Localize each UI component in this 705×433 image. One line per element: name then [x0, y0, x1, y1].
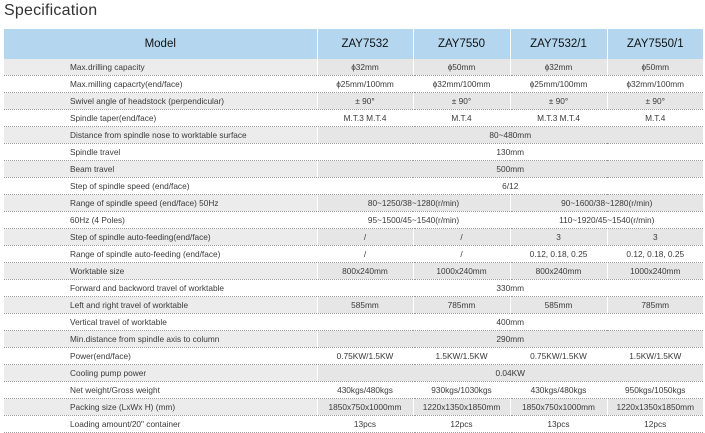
spec-value: ± 90° [413, 93, 510, 110]
header-model-4: ZAY7550/1 [607, 29, 703, 59]
spec-value: ɸ50mm [607, 59, 703, 76]
table-header [4, 29, 703, 59]
spec-value: 430kgs/480kgs [317, 382, 413, 399]
spec-value: ɸ50mm [413, 59, 510, 76]
table-row [4, 178, 703, 195]
row-label: Beam travel [4, 161, 317, 178]
table-body [4, 59, 703, 433]
table-row [4, 76, 703, 93]
table-row [4, 399, 703, 416]
spec-value: 400mm [317, 314, 703, 331]
row-label: Swivel angle of headstock (perpendicular) [4, 93, 317, 110]
spec-value: ɸ32mm/100mm [413, 76, 510, 93]
spec-value: M.T.4 [413, 110, 510, 127]
table-row [4, 314, 703, 331]
spec-value: / [413, 246, 510, 263]
table-row [4, 365, 703, 382]
page-title: Specification [4, 2, 98, 19]
header-row [4, 29, 703, 59]
header-model-label: Model [4, 29, 317, 59]
spec-value: 12pcs [413, 416, 510, 433]
row-label: Max.milling capacrty(end/face) [4, 76, 317, 93]
row-label: 60Hz (4 Poles) [4, 212, 317, 229]
spec-value: ɸ25mm/100mm [317, 76, 413, 93]
row-label: Forward and backword travel of worktable [4, 280, 317, 297]
spec-value: 1.5KW/1.5KW [413, 348, 510, 365]
spec-value: 110~1920/45~1540(r/min) [510, 212, 703, 229]
spec-value: 500mm [317, 161, 703, 178]
spec-value: M.T.4 [607, 110, 703, 127]
spec-value: ɸ32mm [510, 59, 607, 76]
spec-value: 1220x1350x1850mm [607, 399, 703, 416]
spec-value: 3 [607, 229, 703, 246]
spec-value: ɸ32mm/100mm [607, 76, 703, 93]
spec-value: 1220x1350x1850mm [413, 399, 510, 416]
row-label: Distance from spindle nose to worktable surface [4, 127, 317, 144]
table-row [4, 110, 703, 127]
header-model-1: ZAY7532 [317, 29, 413, 59]
row-label: Left and right travel of worktable [4, 297, 317, 314]
spec-value: 12pcs [607, 416, 703, 433]
spec-value: 80~480mm [317, 127, 703, 144]
spec-value: 0.04KW [317, 365, 703, 382]
spec-value: 585mm [510, 297, 607, 314]
spec-value: 1000x240mm [413, 263, 510, 280]
spec-value: 800x240mm [510, 263, 607, 280]
spec-value: 950kgs/1050kgs [607, 382, 703, 399]
row-label: Range of spindle auto-feeding (end/face) [4, 246, 317, 263]
table-row [4, 297, 703, 314]
spec-value: / [317, 229, 413, 246]
spec-value: 13pcs [510, 416, 607, 433]
table-row [4, 263, 703, 280]
table-row [4, 144, 703, 161]
table-row [4, 382, 703, 399]
spec-value: / [317, 246, 413, 263]
header-model-3: ZAY7532/1 [510, 29, 607, 59]
spec-value: ɸ25mm/100mm [510, 76, 607, 93]
spec-value: M.T.3 M.T.4 [317, 110, 413, 127]
table-row [4, 161, 703, 178]
spec-value: 0.12, 0.18, 0.25 [510, 246, 607, 263]
spec-value: 430kgs/480kgs [510, 382, 607, 399]
row-label: Min.distance from spindle axis to column [4, 331, 317, 348]
row-label: Packing size (LxWx H) (mm) [4, 399, 317, 416]
spec-value: 3 [510, 229, 607, 246]
spec-value: ɸ32mm [317, 59, 413, 76]
spec-value: 95~1500/45~1540(r/min) [317, 212, 510, 229]
spec-value: 1850x750x1000mm [510, 399, 607, 416]
row-label: Power(end/face) [4, 348, 317, 365]
spec-value: ± 90° [510, 93, 607, 110]
spec-value: M.T.3 M.T.4 [510, 110, 607, 127]
table-row [4, 195, 703, 212]
table-row [4, 416, 703, 433]
spec-value: 0.75KW/1.5KW [510, 348, 607, 365]
row-label: Step of spindle speed (end/face) [4, 178, 317, 195]
table-row [4, 127, 703, 144]
spec-value: ± 90° [317, 93, 413, 110]
spec-value: 330mm [317, 280, 703, 297]
row-label: Net weight/Gross weight [4, 382, 317, 399]
spec-value: 290mm [317, 331, 703, 348]
spec-value: 80~1250/38~1280(r/min) [317, 195, 510, 212]
row-label: Step of spindle auto-feeding(end/face) [4, 229, 317, 246]
spec-value: 930kgs/1030kgs [413, 382, 510, 399]
row-label: Cooling pump power [4, 365, 317, 382]
spec-value: 0.75KW/1.5KW [317, 348, 413, 365]
spec-value: ± 90° [607, 93, 703, 110]
spec-value: 130mm [317, 144, 703, 161]
row-label: Spindle taper(end/face) [4, 110, 317, 127]
spec-value: 1850x750x1000mm [317, 399, 413, 416]
row-label: Range of spindle speed (end/face) 50Hz [4, 195, 317, 212]
row-label: Vertical travel of worktable [4, 314, 317, 331]
row-label: Spindle travel [4, 144, 317, 161]
spec-value: 800x240mm [317, 263, 413, 280]
row-label: Loading amount/20" container [4, 416, 317, 433]
table-row [4, 331, 703, 348]
table-row [4, 280, 703, 297]
table-row [4, 212, 703, 229]
spec-value: 585mm [317, 297, 413, 314]
spec-value: 1000x240mm [607, 263, 703, 280]
row-label: Worktable size [4, 263, 317, 280]
spec-value: 0.12, 0.18, 0.25 [607, 246, 703, 263]
spec-value: / [413, 229, 510, 246]
header-model-2: ZAY7550 [413, 29, 510, 59]
spec-value: 6/12 [317, 178, 703, 195]
table-row [4, 59, 703, 76]
spec-value: 90~1600/38~1280(r/min) [510, 195, 703, 212]
table-row [4, 246, 703, 263]
spec-value: 1.5KW/1.5KW [607, 348, 703, 365]
specification-table [4, 29, 703, 433]
spec-value: 785mm [607, 297, 703, 314]
table-row [4, 229, 703, 246]
row-label: Max.drilling capacity [4, 59, 317, 76]
spec-value: 785mm [413, 297, 510, 314]
table-row [4, 93, 703, 110]
spec-value: 13pcs [317, 416, 413, 433]
table-row [4, 348, 703, 365]
